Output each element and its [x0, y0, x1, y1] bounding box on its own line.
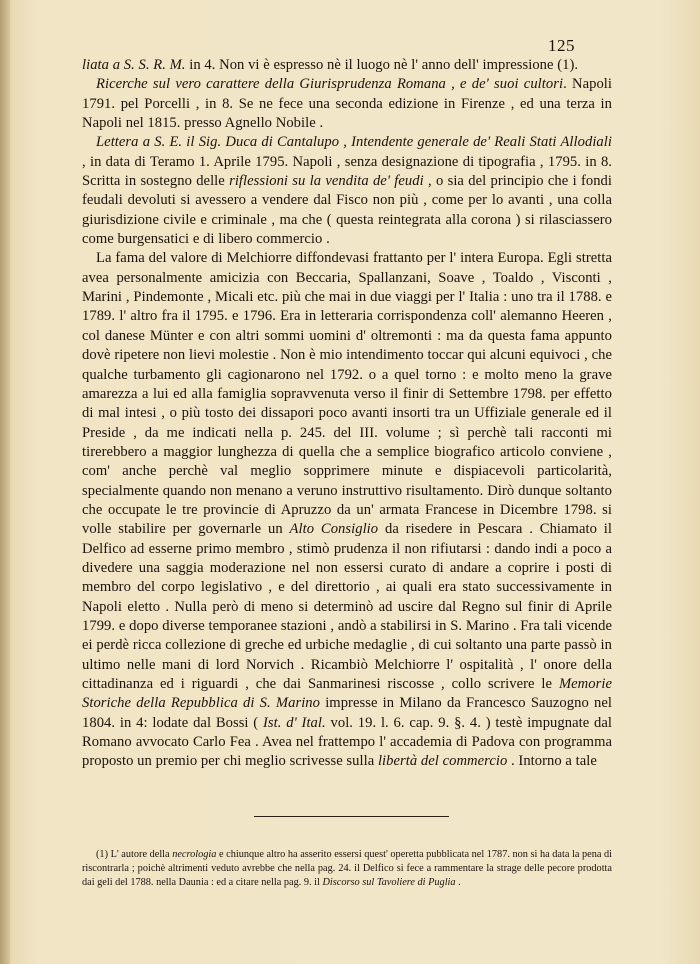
footnote-paragraph	[82, 848, 612, 890]
italic-run: libertà del commercio	[377, 753, 508, 770]
paragraph	[82, 75, 612, 133]
italic-run: Lettera a S. E. il Sig. Duca di Cantalupo , Intendente generale de' Reali Stati Allodiali	[96, 134, 612, 151]
text-run: (1) L' autore della	[96, 849, 173, 860]
italic-run: Memorie Storiche della Repubblica di S. Marino	[82, 676, 612, 712]
italic-run: riflessioni su la vendita de' feudi	[229, 173, 424, 190]
text-run: in 4. Non vi è espresso nè il luogo nè l' anno dell' impressione (1).	[185, 57, 579, 73]
footnote	[82, 848, 612, 890]
body-text	[82, 56, 612, 772]
page-number: 125	[548, 36, 575, 55]
italic-run: Ist. d' Ital.	[263, 714, 326, 731]
italic-run: Alto Consiglio	[289, 521, 379, 538]
paragraph	[82, 249, 612, 771]
footnote-rule	[254, 816, 449, 817]
text-run: vol. 19. l. 6. cap. 9. §. 4. ) testè impugnate dal Romano avvocato Carlo Fea . Avea nel frattempo l' accademia di Padova con programma proposto un premio per chi meglio scrivesse sulla	[82, 714, 613, 770]
binding-gutter	[0, 0, 10, 964]
paragraph	[82, 56, 612, 75]
text-run: impresse in Milano da Francesco Sauzogno nel 1804. in 4: lodate dal Bossi (	[82, 695, 612, 731]
italic-run: necrologia	[172, 849, 217, 860]
text-run: La fama del valore di Melchiorre diffondevasi frattanto per l' intera Europa. Egli stretta avea personalmente amicizia con Beccaria, Spallanzani, Soave , Toaldo , Visconti , Marini , Pindemonte , Micali etc. più che mai in due viaggi per l' Italia : uno tra il 1788. e 1789. l' altro fra il 1795. e 1796. Era in letteraria corrispondenza coll' alemanno Heeren , col danese Münter e con altri sommi uomini d' oltremonti : ma da questa fama appunto dovè ripetere non lievi molestie . Non è mio intendimento toccar qui alcuni equivoci , che qualche turbamento gli cagionarono nel 1792. o a quel torno : e molto meno la grave amarezza a lui ed alla famiglia sopravvenuta verso il finir di Settembre 1798. per effetto di mal intesi , o più tosto dei dissapori poco avanti insorti tra un Uffiziale generale ed il Preside , da me indicati nella p. 245. del III. volume ; sì perchè tali racconti mi tirerebbero a maggior lunghezza di quella che a semplice biografico articolo conviene , com' anche perchè val meglio sopprimere minute e dispiacevoli particolarità, specialmente quando non menano a veruno instruttivo risultamento. Dirò dunque soltanto che occupate le tre provincie di Apruzzo da un' armata Francese in Dicembre 1798. si volle stabilire per governarle un	[82, 250, 612, 538]
italic-run: Discorso sul Tavoliere di Puglia	[322, 877, 456, 888]
text-run: , o sia del principio che i fondi feudali devoluti si avessero a vendere dal Fisco non più , come per lo avanti , una colla giurisdizione civile e criminale , ma che ( questa reintegrata alla corona ) si rilasciassero come burgensatici e di libero commercio .	[82, 173, 613, 248]
italic-run: Ricerche sul vero carattere della Giurisprudenza Romana , e de' suoi cultori	[96, 76, 564, 93]
text-run: . Napoli 1791. pel Porcelli , in 8. Se ne fece una seconda edizione in Firenze , ed una terza in Napoli nel 1815. presso Agnello Nobile .	[82, 76, 612, 132]
text-run: .	[455, 877, 461, 888]
text-run: da risedere in Pescara . Chiamato il Delfico ad esserne primo membro , stimò prudenza il non rifiutarsi : dando indi a poco a divedere una saggia moderazione nel non essersi curato di andare a coprire i posti di membro del corpo legislativo , e del direttorio , ai quali era stato successivamente in Napoli eletto . Nulla però di meno si determinò ad uscire dal Regno sul finir di Aprile 1799. e dopo diverse temporanee stazioni , andò a stabilirsi in S. Marino . Fra tali vicende ei perdè ricca collezione di greche ed urbiche medaglie , di cui soltanto una parte passò in ultimo nelle mani di lord Norvich . Ricambiò Melchiorre l' ospitalità , l' onore della cittadinanza ed i riguardi , che dai Sanmarinesi riscosse , collo scrivere le	[82, 521, 612, 692]
paragraph	[82, 133, 612, 249]
text-run: , in data di Teramo 1. Aprile 1795. Napoli , senza designazione di tipografia , 1795. in 8. Scritta in sostegno delle	[82, 153, 612, 190]
text-run: e chiunque altro ha asserito essersi quest' operetta pubblicata nel 1787. non si ha data la pena di riscontrarla ; poichè altrimenti veduto avrebbe che nella pag. 24. il Delfico si fece a rammentare la strage delle pecore prodotta dai geli del 1788. nella Daunia : ed a citare nella pag. 9. il	[82, 849, 613, 888]
italic-run: liata a S. S. R. M.	[82, 57, 186, 73]
text-run: . Intorno a tale	[507, 753, 597, 770]
